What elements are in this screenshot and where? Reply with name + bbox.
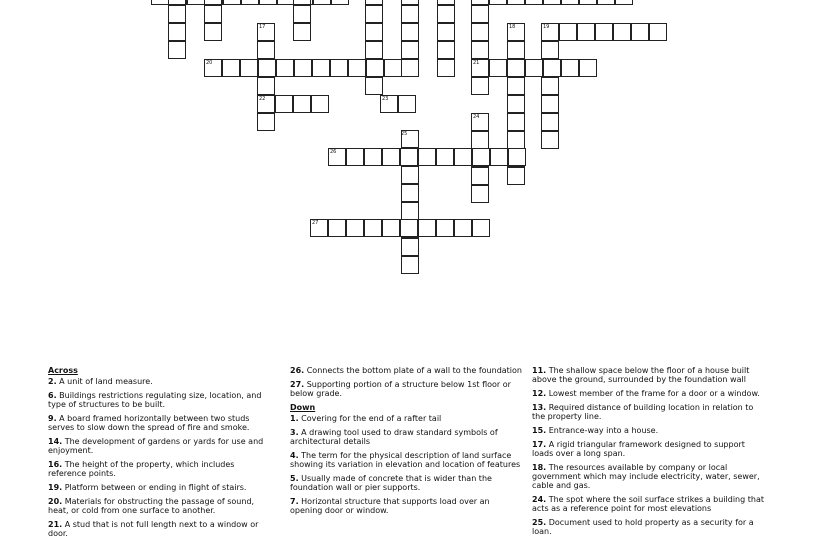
grid-cell[interactable] [259,0,277,5]
grid-number: 23 [382,96,389,102]
clue-item [48,377,268,386]
grid-cell[interactable] [541,41,559,59]
grid-number: 24 [473,114,480,120]
clue-text: A stud that is not full length next to a window or door. [48,520,259,538]
grid-cell[interactable] [151,0,169,5]
clue-text: The spot where the soil surface strikes a building that acts as a reference point for most elevations [532,495,764,513]
grid-cell[interactable] [346,148,364,166]
clue-item [48,391,268,409]
grid-cell[interactable] [365,23,383,41]
clue-text: Buildings restrictions regulating size, location, and type of structures to be built. [48,391,262,409]
grid-number: 17 [259,24,266,30]
clue-item [532,518,764,536]
clue-number: 7. [290,497,299,506]
grid-cell[interactable] [541,95,559,113]
grid-cell[interactable] [364,148,382,166]
grid-cell[interactable] [489,0,507,5]
grid-cell[interactable] [204,5,222,23]
grid-cell[interactable] [437,41,455,59]
grid-cell[interactable] [561,0,579,5]
grid-cell[interactable] [649,23,667,41]
clue-number: 9. [48,414,57,423]
grid-number: 22 [259,96,266,102]
grid-number: 18 [509,24,516,30]
clue-number: 20. [48,497,63,506]
clue-number: 17. [532,440,547,449]
grid-cell[interactable] [223,0,241,5]
clue-item [48,520,268,538]
clue-text: The height of the property, which includes reference points. [48,460,235,478]
grid-cell[interactable] [437,23,455,41]
grid-cell[interactable] [507,77,525,95]
clue-number: 24. [532,495,547,504]
clue-section-header: Across [48,366,78,375]
grid-cell[interactable] [401,256,419,274]
grid-cell[interactable] [577,23,595,41]
grid-cell[interactable] [401,59,419,77]
clue-text: The term for the physical description of land surface showing its variation in elevation and location of features [290,451,521,469]
clue-text: Horizontal structure that supports load over an opening door or window. [290,497,490,515]
grid-cell[interactable] [507,41,525,59]
clue-text: Connects the bottom plate of a wall to the foundation [304,366,522,375]
grid-cell[interactable] [294,59,312,77]
clue-item [532,440,764,458]
clue-number: 21. [48,520,63,529]
grid-cell[interactable] [418,148,436,166]
grid-cell[interactable] [168,23,186,41]
grid-cell[interactable] [561,59,579,77]
grid-cell[interactable] [311,95,329,113]
grid-cell[interactable] [541,131,559,149]
clue-number: 27. [290,380,305,389]
grid-cell[interactable] [471,167,489,185]
grid-cell[interactable] [471,185,489,203]
clue-item [290,497,522,515]
grid-cell[interactable] [615,0,633,5]
clue-number: 4. [290,451,299,460]
grid-cell[interactable] [168,5,186,23]
grid-cell[interactable] [398,95,416,113]
grid-cell[interactable] [401,238,419,256]
clue-number: 16. [48,460,63,469]
clue-item [532,463,764,490]
clues-column-3 [532,366,764,541]
grid-cell[interactable] [222,59,240,77]
grid-cell[interactable] [471,5,489,23]
grid-cell[interactable] [241,0,259,5]
clue-text: The shallow space below the floor of a house built above the ground, surrounded by the foundation wall [532,366,750,384]
clue-number: 26. [290,366,305,375]
grid-cell[interactable] [471,23,489,41]
clue-item [48,414,268,432]
grid-number: 25 [401,131,408,137]
clue-item [290,380,522,398]
grid-cell[interactable] [541,77,559,95]
grid-number: 19 [543,24,550,30]
grid-cell[interactable] [559,23,577,41]
grid-cell[interactable] [541,113,559,131]
grid-cell[interactable] [330,59,348,77]
clue-item [48,497,268,515]
grid-cell[interactable] [418,219,436,237]
clue-item [532,403,764,421]
grid-cell[interactable] [168,41,186,59]
grid-cell[interactable] [364,219,382,237]
clue-number: 12. [532,389,547,398]
grid-cell[interactable] [507,167,525,185]
clue-item [290,451,522,469]
clue-number: 6. [48,391,57,400]
grid-cell[interactable] [365,5,383,23]
grid-cell[interactable] [187,0,205,5]
grid-cell[interactable] [471,77,489,95]
grid-cell[interactable] [204,23,222,41]
grid-cell[interactable] [258,59,276,77]
grid-cell[interactable] [346,219,364,237]
grid-cell[interactable] [382,148,400,166]
grid-cell[interactable] [313,0,331,5]
grid-cell[interactable] [507,95,525,113]
clue-number: 25. [532,518,547,527]
grid-cell[interactable] [400,219,418,237]
clue-text: Usually made of concrete that is wider than the foundation wall or pier supports. [290,474,492,492]
clue-item [48,483,268,492]
grid-cell[interactable] [400,148,418,166]
clue-text: Covering for the end of a rafter tail [298,414,442,423]
clue-text: Supporting portion of a structure below 1st floor or below grade. [290,380,511,398]
grid-cell[interactable] [401,184,419,202]
grid-cell[interactable] [384,59,402,77]
grid-cell[interactable] [257,41,275,59]
grid-cell[interactable] [595,23,613,41]
clue-item [290,474,522,492]
grid-cell[interactable] [365,41,383,59]
grid-cell[interactable] [401,166,419,184]
clue-item [532,366,764,384]
grid-number: 26 [330,149,337,155]
grid-cell[interactable] [597,0,615,5]
clue-number: 14. [48,437,63,446]
grid-cell[interactable] [631,23,649,41]
grid-cell[interactable] [507,113,525,131]
grid-number: 20 [206,60,213,66]
grid-cell[interactable] [437,5,455,23]
grid-cell[interactable] [436,148,454,166]
clue-text: The development of gardens or yards for use and enjoyment. [48,437,264,455]
grid-cell[interactable] [382,219,400,237]
grid-cell[interactable] [543,59,561,77]
grid-cell[interactable] [401,41,419,59]
grid-cell[interactable] [293,5,311,23]
grid-cell[interactable] [472,219,490,237]
grid-number: 27 [312,220,319,226]
grid-cell[interactable] [436,219,454,237]
clue-text: Entrance-way into a house. [546,426,659,435]
clue-text: Required distance of building location in relation to the property line. [532,403,754,421]
clue-text: A board framed horizontally between two studs serves to slow down the spread of fire and smoke. [48,414,250,432]
grid-cell[interactable] [472,148,490,166]
grid-cell[interactable] [275,95,293,113]
grid-cell[interactable] [579,0,597,5]
grid-cell[interactable] [437,59,455,77]
clue-item [532,495,764,513]
clue-text: The resources available by company or local government which may include electricity, water, sewer, cable and gas. [532,463,760,490]
grid-cell[interactable] [312,59,330,77]
clue-item [532,426,764,435]
grid-cell[interactable] [240,59,258,77]
clue-text: Lowest member of the frame for a door or a window. [546,389,760,398]
grid-cell[interactable] [490,148,508,166]
clue-number: 13. [532,403,547,412]
grid-cell[interactable] [401,202,419,220]
clue-section-header: Down [290,403,316,412]
grid-cell[interactable] [489,59,507,77]
clue-item [290,366,522,375]
clues-column-2 [290,366,522,520]
clue-number: 18. [532,463,547,472]
clue-number: 11. [532,366,547,375]
grid-cell[interactable] [328,219,346,237]
grid-cell[interactable] [293,95,311,113]
grid-cell[interactable] [471,131,489,149]
grid-cell[interactable] [276,59,294,77]
grid-cell[interactable] [507,0,525,5]
clue-number: 19. [48,483,63,492]
clue-item [290,414,522,423]
grid-cell[interactable] [525,59,543,77]
grid-cell[interactable] [507,131,525,149]
grid-cell[interactable] [471,41,489,59]
clue-item [290,428,522,446]
clue-number: 3. [290,428,299,437]
clue-text: Platform between or ending in flight of stairs. [62,483,247,492]
grid-cell[interactable] [331,0,349,5]
grid-cell[interactable] [543,0,561,5]
grid-cell[interactable] [401,23,419,41]
clues-column-1 [48,366,268,543]
grid-number: 21 [473,60,480,66]
grid-cell[interactable] [579,59,597,77]
grid-cell[interactable] [257,77,275,95]
clue-text: Materials for obstructing the passage of sound, heat, or cold from one surface to another. [48,497,255,515]
clue-item [48,437,268,455]
grid-cell[interactable] [401,5,419,23]
grid-cell[interactable] [508,148,526,166]
grid-cell[interactable] [366,59,384,77]
clue-text: A unit of land measure. [56,377,153,386]
grid-cell[interactable] [365,77,383,95]
grid-cell[interactable] [525,0,543,5]
grid-cell[interactable] [613,23,631,41]
grid-cell[interactable] [507,59,525,77]
grid-cell[interactable] [257,113,275,131]
grid-cell[interactable] [348,59,366,77]
clue-number: 1. [290,414,299,423]
grid-cell[interactable] [454,148,472,166]
clue-item [48,460,268,478]
clue-text: Document used to hold property as a security for a loan. [532,518,754,536]
clue-number: 2. [48,377,57,386]
clue-number: 15. [532,426,547,435]
clue-text: A drawing tool used to draw standard symbols of architectural details [290,428,498,446]
grid-cell[interactable] [293,23,311,41]
clue-number: 5. [290,474,299,483]
clue-text: A rigid triangular framework designed to support loads over a long span. [532,440,745,458]
clue-item [532,389,764,398]
grid-cell[interactable] [454,219,472,237]
